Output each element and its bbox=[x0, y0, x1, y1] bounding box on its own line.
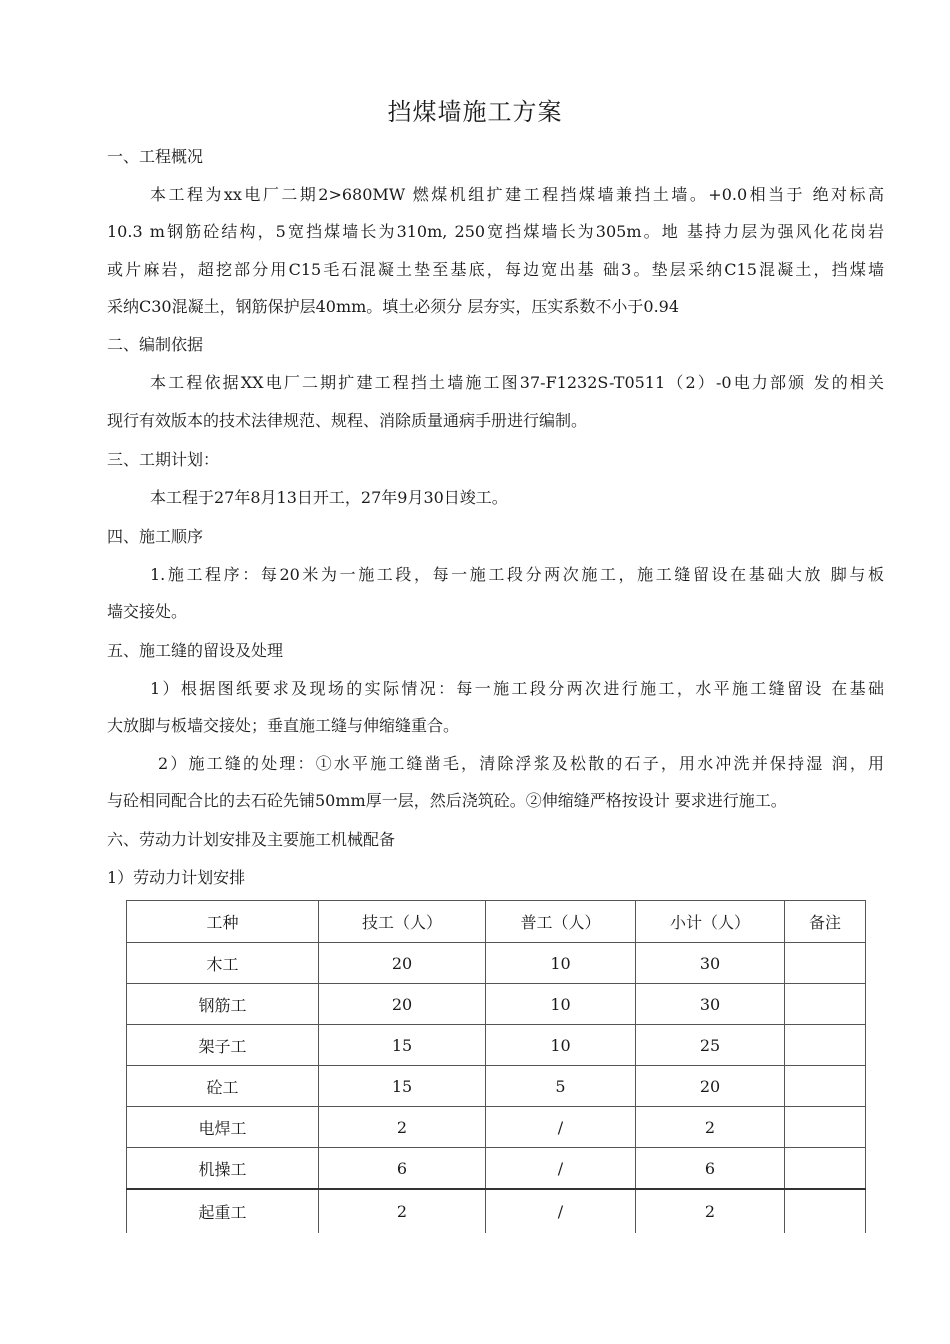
table-cell: / bbox=[486, 1189, 636, 1233]
paragraph-line: 1.施工程序：每20米为一施工段，每一施工段分两次施工，施工缝留设在基础大放 脚与板 bbox=[150, 565, 884, 584]
paragraph-line: 或片麻岩，超挖部分用C15毛石混凝土垫至基底，每边宽出基 础3。垫层采纳C15混凝土，挡煤墙 bbox=[107, 260, 884, 279]
paragraph-line: 本工程依据XX电厂二期扩建工程挡土墙施工图37-F1232S-T0511（2）-0电力部颁 发的相关 bbox=[150, 373, 884, 392]
section-heading-sequence: 四、施工顺序 bbox=[107, 527, 204, 546]
column-header-remarks: 备注 bbox=[785, 901, 866, 943]
table-cell: 20 bbox=[319, 984, 486, 1025]
table-cell: 砼工 bbox=[127, 1066, 319, 1107]
table-cell bbox=[785, 984, 866, 1025]
table-row bbox=[127, 984, 866, 1025]
paragraph-line: 现行有效版本的技术法律规范、规程、消除质量通病手册进行编制。 bbox=[107, 411, 588, 430]
column-header-subtotal: 小计（人） bbox=[636, 901, 785, 943]
labor-plan-table bbox=[126, 900, 866, 1233]
paragraph-line: 本工程为xx电厂二期2>680MW 燃煤机组扩建工程挡煤墙兼挡土墙。+0.0相当于 绝对标高 bbox=[150, 185, 884, 204]
table-cell: 15 bbox=[319, 1066, 486, 1107]
table-cell: 30 bbox=[636, 984, 785, 1025]
table-cell bbox=[785, 1148, 866, 1190]
paragraph-line: 与砼相同配合比的去石砼先铺50mm厚一层，然后浇筑砼。②伸缩缝严格按设计 要求进行施工。 bbox=[107, 791, 787, 810]
table-cell: 20 bbox=[319, 943, 486, 984]
table-cell bbox=[785, 1189, 866, 1233]
table-cell bbox=[785, 1107, 866, 1148]
paragraph-line: 墙交接处。 bbox=[107, 602, 188, 621]
table-cell: 20 bbox=[636, 1066, 785, 1107]
table-cell bbox=[785, 1025, 866, 1066]
paragraph-line: 本工程于27年8月13日开工，27年9月30日竣工。 bbox=[150, 488, 508, 507]
table-cell: 10 bbox=[486, 984, 636, 1025]
table-cell: 10 bbox=[486, 943, 636, 984]
table-row bbox=[127, 1066, 866, 1107]
table-row bbox=[127, 1025, 866, 1066]
table-cell: 架子工 bbox=[127, 1025, 319, 1066]
table-cell bbox=[785, 943, 866, 984]
section-heading-joints: 五、施工缝的留设及处理 bbox=[107, 641, 284, 660]
paragraph-line: 2）施工缝的处理：①水平施工缝凿毛，清除浮浆及松散的石子，用水冲洗并保持湿 润，用 bbox=[158, 754, 884, 773]
table-cell: 电焊工 bbox=[127, 1107, 319, 1148]
column-header-trade: 工种 bbox=[127, 901, 319, 943]
table-row bbox=[127, 1189, 866, 1233]
paragraph-line: 采纳C30混凝土，钢筋保护层40mm。填土必须分 层夯实，压实系数不小于0.94 bbox=[107, 297, 680, 316]
table-cell: 机操工 bbox=[127, 1148, 319, 1190]
table-cell: 25 bbox=[636, 1025, 785, 1066]
section-heading-basis: 二、编制依据 bbox=[107, 335, 204, 354]
table-row bbox=[127, 943, 866, 984]
paragraph-line: 1）根据图纸要求及现场的实际情况：每一施工段分两次进行施工，水平施工缝留设 在基础 bbox=[150, 679, 884, 698]
table-cell: 10 bbox=[486, 1025, 636, 1066]
section-heading-overview: 一、工程概况 bbox=[107, 147, 204, 166]
column-header-general: 普工（人） bbox=[486, 901, 636, 943]
table-cell: 2 bbox=[319, 1107, 486, 1148]
table-row bbox=[127, 1107, 866, 1148]
table-cell: 30 bbox=[636, 943, 785, 984]
table-cell: 6 bbox=[636, 1148, 785, 1190]
document-title: 挡煤墙施工方案 bbox=[387, 98, 563, 126]
table-cell: 6 bbox=[319, 1148, 486, 1190]
section-heading-labor: 六、劳动力计划安排及主要施工机械配备 bbox=[107, 830, 396, 849]
table-cell: 木工 bbox=[127, 943, 319, 984]
table-cell: 2 bbox=[636, 1189, 785, 1233]
section-heading-schedule: 三、工期计划： bbox=[107, 450, 220, 469]
subsection-heading-labor-plan: 1）劳动力计划安排 bbox=[107, 868, 246, 887]
paragraph-line: 大放脚与板墙交接处；垂直施工缝与伸缩缝重合。 bbox=[107, 716, 460, 735]
table-cell: 2 bbox=[319, 1189, 486, 1233]
table-cell: 15 bbox=[319, 1025, 486, 1066]
table-cell: 5 bbox=[486, 1066, 636, 1107]
paragraph-line: 10.3 m钢筋砼结构，5宽挡煤墙长为310m, 250宽挡煤墙长为305m。地 基持力层为强风化花岗岩 bbox=[107, 222, 884, 241]
table-cell: 2 bbox=[636, 1107, 785, 1148]
table-cell: / bbox=[486, 1107, 636, 1148]
table-cell bbox=[785, 1066, 866, 1107]
table-row bbox=[127, 1148, 866, 1190]
table-cell: 钢筋工 bbox=[127, 984, 319, 1025]
table-header-row bbox=[127, 901, 866, 943]
column-header-skilled: 技工（人） bbox=[319, 901, 486, 943]
table-cell: 起重工 bbox=[127, 1189, 319, 1233]
table-cell: / bbox=[486, 1148, 636, 1190]
